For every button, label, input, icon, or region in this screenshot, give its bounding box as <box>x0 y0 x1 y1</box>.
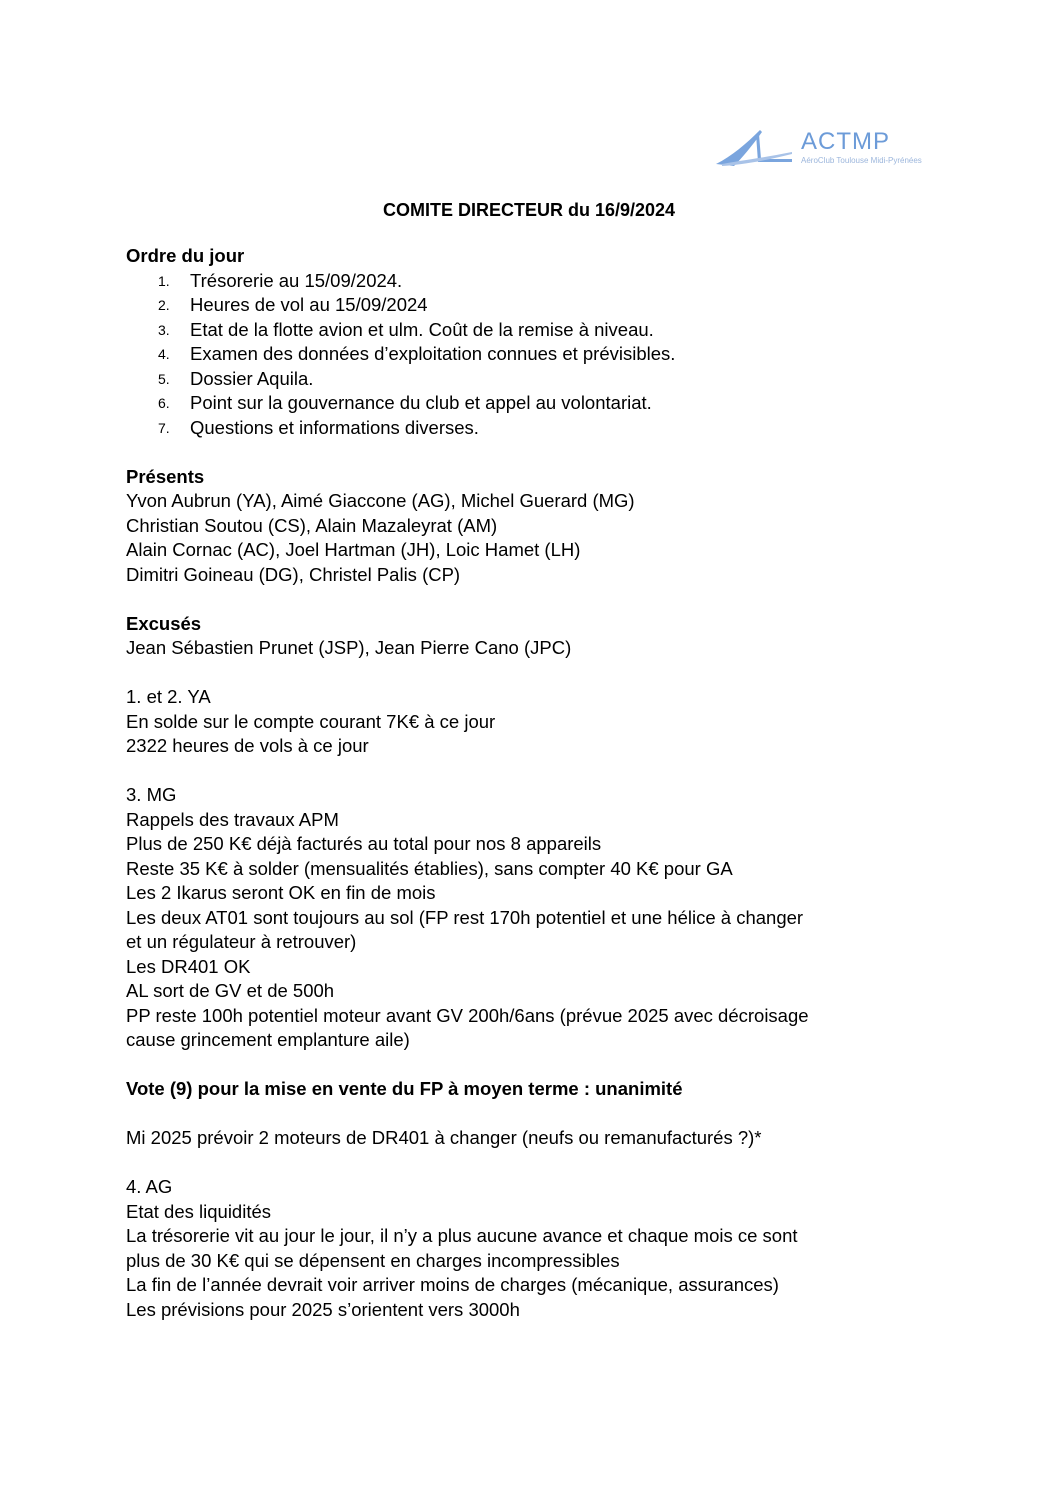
excuses-heading: Excusés <box>126 612 202 634</box>
section-3-line: et un régulateur à retrouver) <box>126 931 357 952</box>
agenda-item <box>126 416 926 441</box>
agenda-heading: Ordre du jour <box>126 245 245 266</box>
section-3-line: PP reste 100h potentiel moteur avant GV 200h/6ans (prévue 2025 avec décroisage <box>126 1004 809 1026</box>
section-4-line: La trésorerie vit au jour le jour, il n’y a plus aucune avance et chaque mois ce sont <box>126 1225 798 1246</box>
agenda-item <box>126 391 926 416</box>
actmp-logo <box>712 128 932 170</box>
agenda-item <box>126 293 926 318</box>
agenda-item-number: 2. <box>158 297 170 313</box>
section-3-line: Les DR401 OK <box>126 955 251 977</box>
presents-line: Dimitri Goineau (DG), Christel Palis (CP) <box>126 563 461 585</box>
section-4-line: Les prévisions pour 2025 s’orientent vers 3000h <box>126 1298 520 1320</box>
agenda-item-text: Point sur la gouvernance du club et appel au volontariat. <box>190 392 652 413</box>
document-title: COMITE DIRECTEUR du 16/9/2024 <box>382 200 676 220</box>
agenda-item <box>126 367 926 392</box>
section-1-2-line: 2322 heures de vols à ce jour <box>126 735 369 756</box>
section-3-line: Reste 35 K€ à solder (mensualités établies), sans compter 40 K€ pour GA <box>126 857 733 879</box>
agenda-item-text: Examen des données d’exploitation connues et prévisibles. <box>190 343 676 364</box>
document-body <box>126 244 926 1322</box>
agenda-item-number: 1. <box>158 272 170 289</box>
logo-subtitle: AéroClub Toulouse Midi-Pyrénées <box>801 156 922 165</box>
agenda-item-text: Trésorerie au 15/09/2024. <box>190 269 403 291</box>
vote-statement: Vote (9) pour la mise en vente du FP à moyen terme : unanimité <box>126 1078 683 1099</box>
agenda-item-text: Etat de la flotte avion et ulm. Coût de la remise à niveau. <box>190 318 654 340</box>
agenda-item <box>126 342 926 367</box>
logo-name: ACTMP <box>801 128 890 155</box>
section-3-line: AL sort de GV et de 500h <box>126 980 335 1001</box>
presents-line: Yvon Aubrun (YA), Aimé Giaccone (AG), Michel Guerard (MG) <box>126 490 635 511</box>
section-1-2-heading: 1. et 2. YA <box>126 686 211 707</box>
section-3-heading: 3. MG <box>126 784 177 805</box>
presents-heading: Présents <box>126 465 205 487</box>
agenda-item <box>126 269 926 294</box>
agenda-list <box>126 269 926 441</box>
presents-line: Alain Cornac (AC), Joel Hartman (JH), Loic Hamet (LH) <box>126 539 581 560</box>
agenda-item-number: 4. <box>158 346 170 362</box>
section-3-line: Les deux AT01 sont toujours au sol (FP rest 170h potentiel et une hélice à changer <box>126 906 804 928</box>
agenda-item-text: Heures de vol au 15/09/2024 <box>190 294 428 315</box>
agenda-item-number: 7. <box>158 419 170 436</box>
section-3-line: Rappels des travaux APM <box>126 808 339 830</box>
section-4-line: Etat des liquidités <box>126 1200 272 1222</box>
section-4-line: La fin de l’année devrait voir arriver moins de charges (mécanique, assurances) <box>126 1274 779 1295</box>
section-3-line: cause grincement emplanture aile) <box>126 1029 410 1050</box>
agenda-item-number: 6. <box>158 395 170 411</box>
agenda-item-text: Questions et informations diverses. <box>190 416 479 438</box>
section-4-heading: 4. AG <box>126 1176 173 1197</box>
excuses-line: Jean Sébastien Prunet (JSP), Jean Pierre Cano (JPC) <box>126 637 572 658</box>
agenda-item-number: 5. <box>158 370 170 387</box>
section-3-line: Les 2 Ikarus seront OK en fin de mois <box>126 882 436 903</box>
section-3-line: Plus de 250 K€ déjà facturés au total pour nos 8 appareils <box>126 833 602 854</box>
section-4-line: plus de 30 K€ qui se dépensent en charges incompressibles <box>126 1249 620 1271</box>
section-1-2-line: En solde sur le compte courant 7K€ à ce jour <box>126 710 496 732</box>
agenda-item-text: Dossier Aquila. <box>190 367 314 389</box>
agenda-item-number: 3. <box>158 321 170 338</box>
actmp-wing-icon <box>712 128 798 168</box>
agenda-item <box>126 318 926 343</box>
presents-line: Christian Soutou (CS), Alain Mazaleyrat (AM) <box>126 514 498 536</box>
mi-2025-note: Mi 2025 prévoir 2 moteurs de DR401 à changer (neufs ou remanufacturés ?)* <box>126 1127 762 1148</box>
